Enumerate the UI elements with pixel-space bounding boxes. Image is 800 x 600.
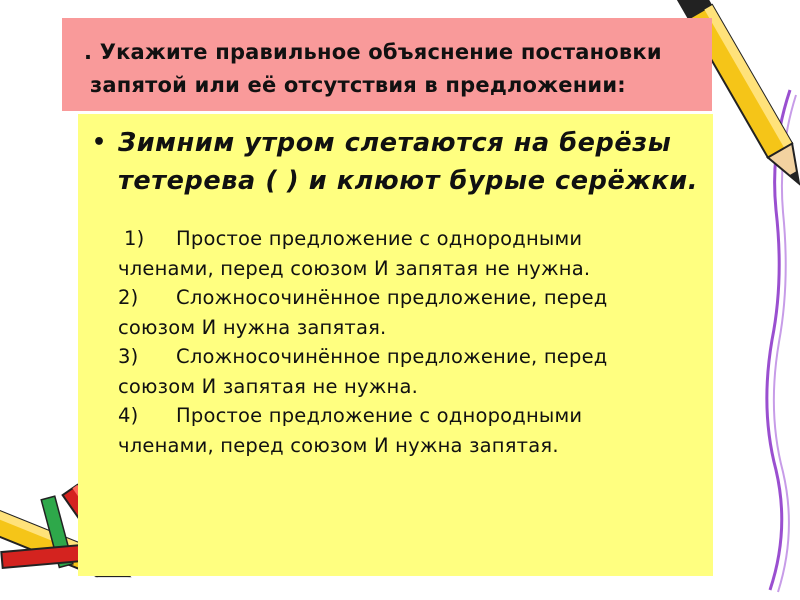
option-3 <box>118 342 699 372</box>
sentence-line-1: Зимним утром слетаются на берёзы <box>118 128 672 158</box>
header-line-1: . Укажите правильное объяснение постановки <box>84 40 662 64</box>
option-2-continued: союзом И нужна запятая. <box>118 315 387 339</box>
option-4-continued: членами, перед союзом И нужна запятая. <box>118 433 559 457</box>
option-1-continued: членами, перед союзом И запятая не нужна. <box>118 256 591 280</box>
option-number: 3) <box>118 345 139 368</box>
sentence-line-2: тетерева ( ) и клюют бурые серёжки. <box>118 166 699 196</box>
question-body <box>78 114 713 576</box>
option-number: 2) <box>118 286 139 309</box>
option-text: Сложносочинённое предложение, перед <box>176 286 608 309</box>
bullet-icon: • <box>92 130 107 155</box>
option-3-continued: союзом И запятая не нужна. <box>118 374 418 398</box>
option-number: 4) <box>118 404 139 427</box>
option-text: Сложносочинённое предложение, перед <box>176 345 608 368</box>
option-2 <box>118 283 699 313</box>
answer-options <box>88 224 699 460</box>
header-line-2: запятой или её отсутствия в предложении: <box>90 73 626 97</box>
option-1 <box>118 224 699 254</box>
option-4 <box>118 401 699 431</box>
example-sentence <box>88 124 699 200</box>
question-header <box>62 18 712 111</box>
option-text: Простое предложение с однородными <box>176 404 583 427</box>
option-text: Простое предложение с однородными <box>176 227 583 250</box>
option-number: 1) <box>124 227 145 250</box>
